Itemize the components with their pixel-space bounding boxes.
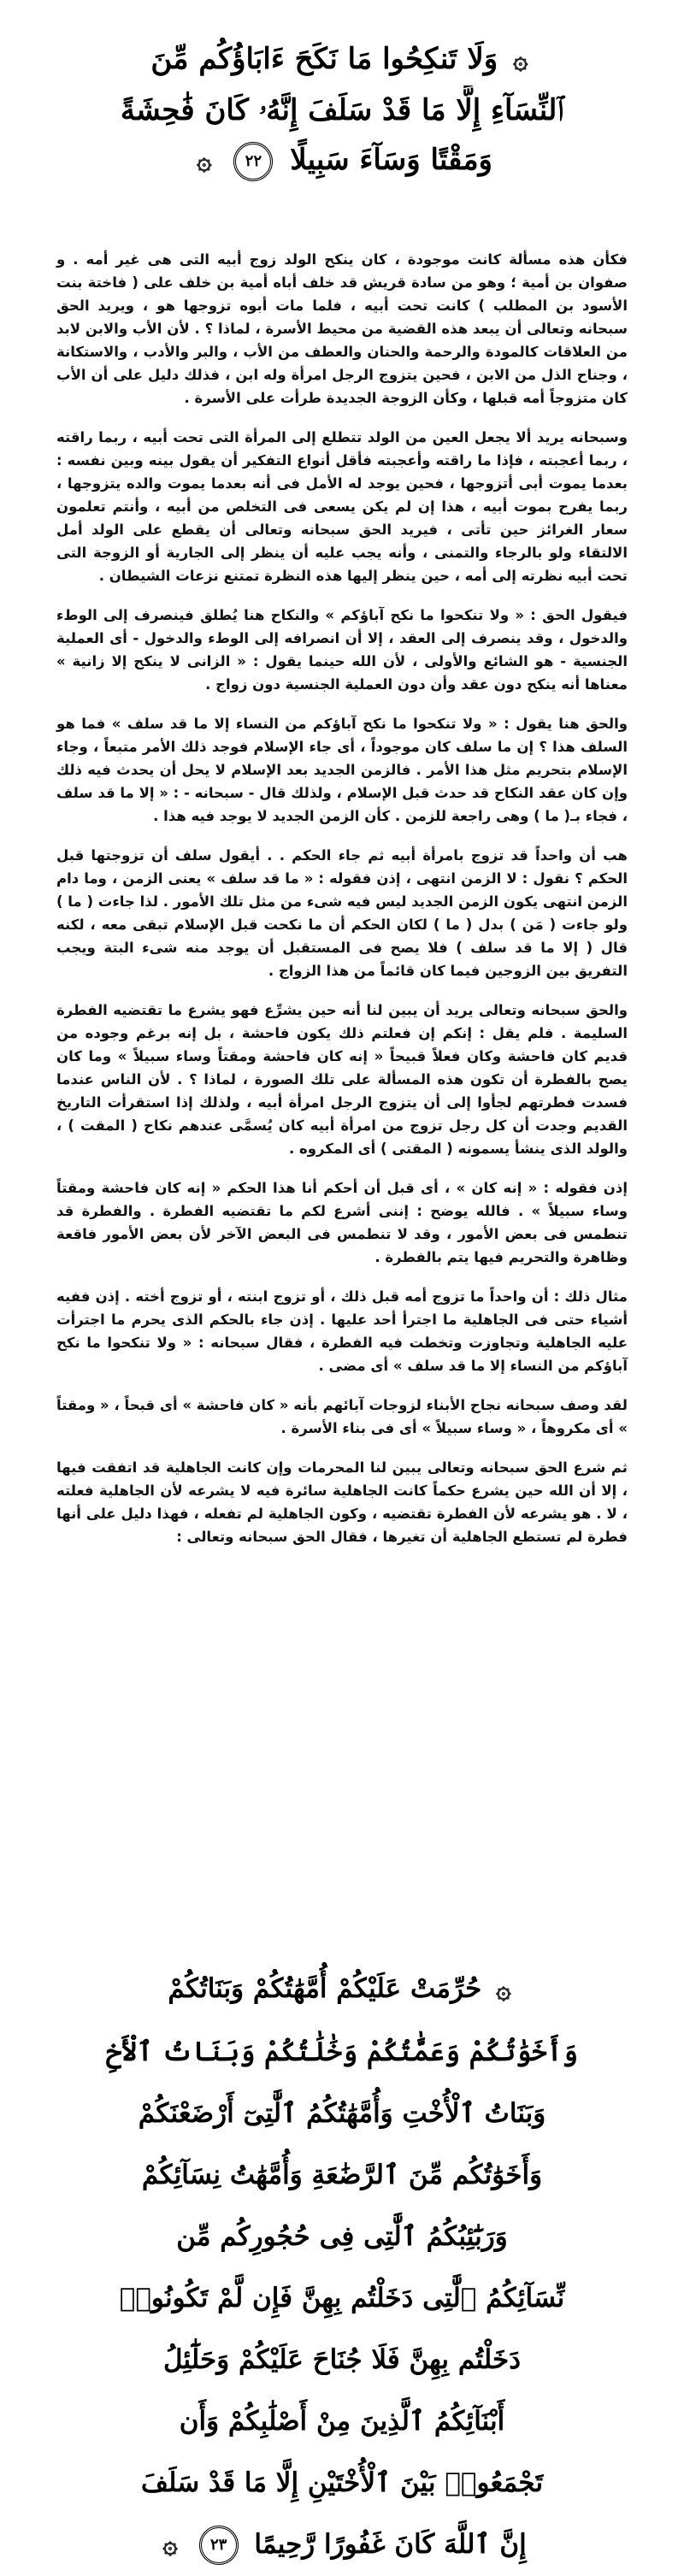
verse-line: وَبَنَاتُ ٱلْأُخْتِ وَأُمَّهَٰتُكُمُ ٱلَّٰتِىٓ أَرْضَعْنَكُمْ (62, 2083, 622, 2144)
verse-line (60, 34, 624, 85)
verse-line: تَجْمَعُوا۟ بَيْنَ ٱلْأُخْتَيْنِ إِلَّا مَا قَدْ سَلَفَ (62, 2452, 622, 2514)
paragraph: ثم شرع الحق سبحانه وتعالى يبين لنا المحرمات وإن كانت الجاهلية قد اتفقت فيها ، إلا أن الله حين يشرع حكماً كانت الجاهلية سائرة فيه لا يشرعه لأن الجاهلية فعلته ، لا . هو يشرعه لأن الفطرة تقتضيه ، وكون الجاهلية لم تفعله ، فهذا دليل على أنها فطرة لم تستطع الجاهلية أن تغيرها ، فقال الحق سبحانه وتعالى : (56, 1456, 628, 1548)
verse-line: ٱلنِّسَآءِ إِلَّا مَا قَدْ سَلَفَ إِنَّهُۥ كَانَ فَٰحِشَةً (60, 85, 624, 135)
paragraph: فكأن هذه مسألة كانت موجودة ، كان ينكح الولد زوج أبيه التى هى غير أمه . و صفوان بن أمية ؛ وهو من سادة قريش قد خلف أباه أمية بن خلف على ( فاختة بنت الأسود بن المطلب ) كانت تحت أبيه ، فلما مات أبوه تزوجها هو ، ويريد الحق سبحانه وتعالى أن يبعد هذه القضية من محيط الأسرة ، لماذا ؟ . لأن الأب والابن لابد من العلاقات كالمودة والرحمة والحنان والعطف من الأب ، والبر والأدب ، والاستكانة ، وجناح الذل من الابن ، فحين يتزوج الرجل امرأة وله ابن ، فذلك دليل على أن الأب كان متزوجاً أمه قبلها ، وكأن الزوجة الجديدة طرأت على الأسرة . (56, 248, 628, 410)
paragraph: والحق هنا يقول : « ولا تنكحوا ما نكح آباؤكم من النساء إلا ما قد سلف » فما هو السلف هذا ؟ إن ما سلف كان موجوداً ، أى جاء الإسلام فوجد ذلك الأمر متبعاً ، وجاء الإسلام بتحريم مثل هذا الأمر . فالزمن الجديد بعد الإسلام لا يحل أن يحدث فيه ذلك وإن كان عقد النكاح قد حدث قبل الإسلام ، ولذلك قال - سبحانه - : « إلا ما قد سلف ، فجاء بـ( ما ) وهى راجعة للزمن . كأن الزمن الجديد لا يوجد فيه هذا . (56, 712, 628, 828)
paragraph: هب أن واحداً قد تزوج بامرأة أبيه ثم جاء الحكم . . أيقول سلف أن تزوجتها قبل الحكم ؟ نقول : لا الزمن انتهى ، إذن فقوله : « ما قد سلف » يعنى الزمن ، وما دام الزمن انتهى يكون الزمن الجديد ليس فيه شىء من مثل تلك الأمور . لذا جاءت ( ما ) ولو جاءت ( مَن ) بدل ( ما ) لكان الحكم أن ما نكحت قبل الإسلام تبقى معه ، لكنه قال ( إلا ما قد سلف ) فلا يصح فى المستقبل أن يوجد منه شىء البتة ويجب التفريق بين الزوجين فيما كان قائماً من هذا الزواج . (56, 844, 628, 982)
ornament-icon: ۞ (162, 2514, 178, 2576)
verse-line: دَخَلْتُم بِهِنَّ فَلَا جُنَاحَ عَلَيْكُمْ وَحَلَٰٓئِلُ (62, 2329, 622, 2390)
verse-line: وَأَخَوَٰتُكُم مِّنَ ٱلرَّضَٰعَةِ وَأُمَّهَٰتُ نِسَآئِكُمْ (62, 2144, 622, 2206)
verse-line: نِّسَآئِكُمُ ٱلَّٰتِى دَخَلْتُم بِهِنَّ فَإِن لَّمْ تَكُونُوا۟ (62, 2267, 622, 2329)
verse-line: وَرَبَٰٓئِبُكُمُ ٱلَّٰتِى فِى حُجُورِكُم مِّن (62, 2206, 622, 2267)
commentary-text (56, 248, 628, 1565)
paragraph: والحق سبحانه وتعالى يريد أن يبين لنا أنه حين يشرِّع فهو يشرع ما تقتضيه الفطرة السليمة . فلم يقل : إنكم إن فعلتم ذلك يكون فاحشة ، بل إنه برغم وجوده من قديم كان فاحشة وكان فعلاً قبيحاً « إنه كان فاحشة ومقتاً وساء سبيلاً » وما كان يصح بالفطرة أن تكون هذه المسألة على تلك الصورة ، لماذا ؟ . لأن الناس عندما فسدت فطرتهم لجأوا إلى أن يتزوج الرجل امرأة أبيه ، ولذلك إذا استقرأت التاريخ القديم وجدت أن كل رجل تزوج من امرأة أبيه كان يُسمَّى عندهم نكاح ( المقت ) ، والولد الذى ينشأ يسمونه ( المقتى ) أى المكروه . (56, 999, 628, 1160)
quran-verse-23 (62, 1958, 622, 2576)
paragraph: إذن فقوله : « إنه كان » ، أى قبل أن أحكم أنا هذا الحكم « إنه كان فاحشة ومقتاً وساء سبيلاً » . فالله يوضح : إننى أشرع لكم ما تقتضيه الفطرة . والفطرة قد تنطمس فى بعض الأمور ، وقد لا تنطمس فى البعض الآخر لأن بعض الأمور فاقعة وظاهرة والتحريم فيها يتم بالفطرة . (56, 1176, 628, 1269)
ayah-number-badge: ٢٢ (233, 142, 273, 181)
ayah-number-badge: ٢٣ (199, 2526, 239, 2565)
ornament-icon: ۞ (513, 36, 528, 85)
verse-text: وَمَقْتًا وَسَآءَ سَبِيلًا (290, 143, 492, 177)
verse-line (62, 2514, 622, 2576)
verse-text: حُرِّمَتْ عَلَيْكُمْ أُمَّهَٰتُكُمْ وَبَنَاتُكُمْ (168, 1973, 481, 2004)
paragraph: وسبحانه يريد ألا يجعل العين من الولد تتطلع إلى المرأة التى تحت أبيه ، ربما راقته ، ربما أعجبته ، فإذا ما راقته وأعجبته فأقل أنواع التفكير أن يقول بينه وبين نفسه : بعدما يموت أبى أتزوجها ، فحين يوجد له الأمل فى أنه بعدما يموت والده يتزوجها ، ربما يفرح بموت أبيه ، هذا إن لم يكن يسعى فى التخلص من أبيه ، وأنتم تعلمون سعار الغرائز حين تأتى ، فيريد الحق سبحانه وتعالى أن يقطع على الولد أمل الالتقاء ولو بالرجاء والتمنى ، وأنه يجب عليه أن ينظر إلى الجارية أو الزوجة التى تحت أبيه نظرته إلى أمه ، حين ينظر إليها هذه النظرة تمتنع نزعات الشيطان . (56, 426, 628, 587)
paragraph: لقد وصف سبحانه نجاح الأبناء لزوجات آبائهم بأنه « كان فاحشة » أى قبحاً ، « ومقتاً » أى مكروهاً ، « وساء سبيلاً » أى فى بناء الأسرة . (56, 1394, 628, 1440)
verse-text: وَلَا تَنكِحُوا مَا نَكَحَ ءَابَاؤُكُم مِّنَ (150, 42, 498, 76)
verse-line (62, 1958, 622, 2021)
verse-line: أَبْنَآئِكُمُ ٱلَّذِينَ مِنْ أَصْلَٰبِكُمْ وَأَن (62, 2390, 622, 2452)
verse-line: وَأَخَوَٰتُكُمْ وَعَمَّٰتُكُمْ وَخَٰلَٰتُكُمْ وَبَنَاتُ ٱلْأَخِ (62, 2021, 622, 2083)
quran-verse-22 (60, 34, 624, 186)
paragraph: مثال ذلك : أن واحداً ما تزوج أمه قبل ذلك ، أو تزوج ابنته ، أو تزوج أخته . إذن ففيه أشياء حتى فى الجاهلية ما اجترأ أحد عليها . إذن جاء بالحكم الذى يحرم ما اجترأت عليه الجاهلية وتجاوزت وتخطت فيه الفطرة ، فقال سبحانه : « ولا تنكحوا ما نكح آباؤكم من النساء إلا ما قد سلف » أى مضى . (56, 1285, 628, 1377)
paragraph: فيقول الحق : « ولا تنكحوا ما نكح آباؤكم » والنكاح هنا يُطلق فينصرف إلى الوطء والدخول ، وقد ينصرف إلى العقد ، إلا أن انصرافه إلى الوطء والدخول - أى العملية الجنسية - هو الشائع والأولى ، لأن الله حينما يقول : « الزانى لا ينكح إلا زانية » معناها أنه ينكح دون عقد وأن دون العملية الجنسية دون زواج . (56, 604, 628, 696)
verse-text: إِنَّ ٱللَّهَ كَانَ غَفُورًا رَّحِيمًا (254, 2529, 526, 2560)
ornament-icon: ۞ (197, 137, 212, 186)
ornament-icon: ۞ (496, 1960, 511, 2021)
verse-line (60, 135, 624, 186)
